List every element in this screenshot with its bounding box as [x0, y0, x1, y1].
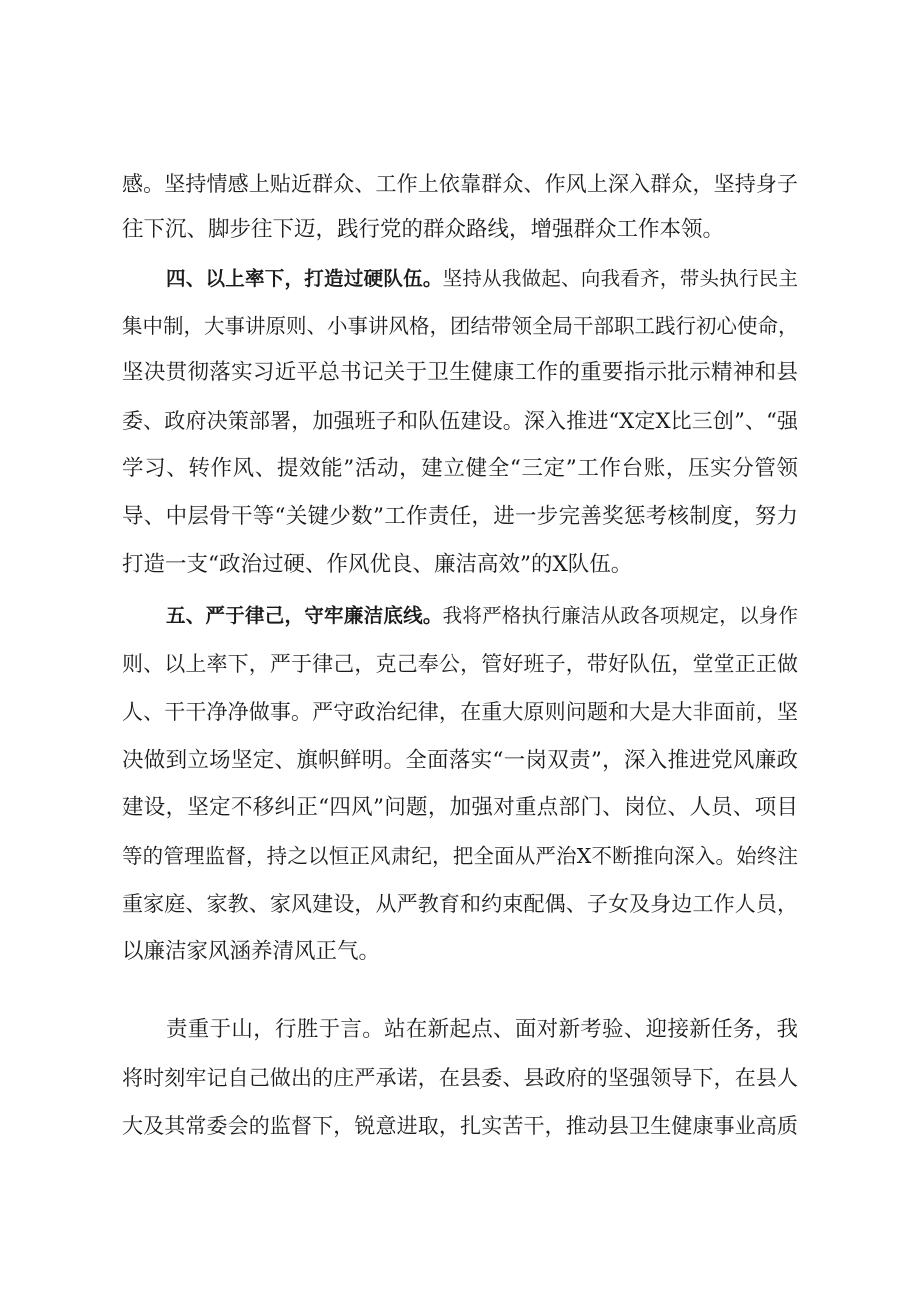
paragraph-2-line-1-text	[166, 259, 798, 299]
paragraph-4-line-2-text: 将时刻牢记自己做出的庄严承诺，在县委、县政府的坚强领导下，在县人	[122, 1066, 798, 1090]
section-four-heading: 四、以上率下，打造过硬队伍。	[166, 267, 443, 290]
paragraph-4-line-3	[122, 1106, 798, 1146]
paragraph-2-line-6-text: 导、中层骨干等“关键少数”工作责任，进一步完善奖惩考核制度，努力	[122, 504, 798, 529]
paragraph-3-line-1	[166, 596, 798, 636]
paragraph-2-line-3	[122, 353, 798, 393]
paragraph-2-line-6	[122, 497, 798, 537]
paragraph-3-line-1-text	[166, 596, 798, 636]
paragraph-4-line-3-text: 大及其常委会的监督下，锐意进取，扎实苦干，推动县卫生健康事业高质	[122, 1114, 798, 1138]
paragraph-4-line-1	[166, 1010, 798, 1050]
paragraph-1-line-2-text: 往下沉、脚步往下迈，践行党的群众路线，增强群众工作本领。	[122, 217, 725, 242]
paragraph-3-line-8-text: 以廉洁家风涵养清风正气。	[122, 939, 381, 964]
paragraph-4-line-1-text: 责重于山，行胜于言。站在新起点、面对新考验、迎接新任务，我	[166, 1017, 798, 1042]
paragraph-2-line-4-text: 委、政府决策部署，加强班子和队伍建设。深入推进“X定X比三创”、“强	[122, 409, 798, 433]
paragraph-2-line-4	[122, 401, 798, 441]
paragraph-3-line-8	[122, 932, 522, 972]
paragraph-2-line-2-text: 集中制，大事讲原则、小事讲风格，团结带领全局干部职工践行初心使命，	[122, 314, 798, 338]
paragraph-2-line-1-rest: 坚持从我做起、向我看齐，带头执行民主	[442, 267, 798, 290]
paragraph-3-line-7-text: 重家庭、家教、家风建设，从严教育和约束配偶、子女及身边工作人员，	[122, 892, 798, 916]
paragraph-2-line-2	[122, 306, 798, 346]
paragraph-3-line-3-text: 人、干干净净做事。严守政治纪律，在重大原则问题和大是大非面前，坚	[122, 700, 798, 724]
paragraph-2-line-7-text: 打造一支“政治过硬、作风优良、廉洁高效”的X队伍。	[122, 552, 633, 577]
paragraph-2-line-5-text: 学习、转作风、提效能”活动，建立健全“三定”工作台账，压实分管领	[122, 456, 798, 481]
paragraph-2-line-7	[122, 545, 722, 585]
paragraph-1-line-1	[122, 164, 798, 204]
paragraph-3-line-2	[122, 644, 798, 684]
paragraph-2-line-1	[166, 259, 798, 299]
paragraph-3-line-6	[122, 836, 798, 876]
paragraph-2-line-3-text: 坚决贯彻落实习近平总书记关于卫生健康工作的重要指示批示精神和县	[122, 360, 798, 385]
paragraph-3-line-4	[122, 741, 798, 781]
paragraph-3-line-3	[122, 692, 798, 732]
paragraph-3-line-2-text: 则、以上率下，严于律己，克己奉公，管好班子，带好队伍，堂堂正正做	[122, 652, 798, 676]
paragraph-3-line-6-text: 等的管理监督，持之以恒正风肃纪，把全面从严治X不断推向深入。始终注	[122, 844, 798, 868]
paragraph-3-line-1-rest: 我将严格执行廉洁从政各项规定，以身作	[442, 604, 798, 627]
paragraph-4-line-2	[122, 1058, 798, 1098]
section-five-heading: 五、严于律己，守牢廉洁底线。	[166, 604, 443, 627]
paragraph-1-line-1-text: 感。坚持情感上贴近群众、工作上依靠群众、作风上深入群众，坚持身子	[122, 172, 798, 196]
paragraph-2-line-5	[122, 449, 798, 489]
paragraph-3-line-4-text: 决做到立场坚定、旗帜鲜明。全面落实“一岗双责”，深入推进党风廉政	[122, 748, 798, 773]
paragraph-3-line-7	[122, 884, 798, 924]
paragraph-1-line-2	[122, 210, 782, 250]
paragraph-3-line-5-text: 建设，坚定不移纠正“四风”问题，加强对重点部门、岗位、人员、项目	[122, 795, 798, 820]
paragraph-3-line-5	[122, 788, 798, 828]
